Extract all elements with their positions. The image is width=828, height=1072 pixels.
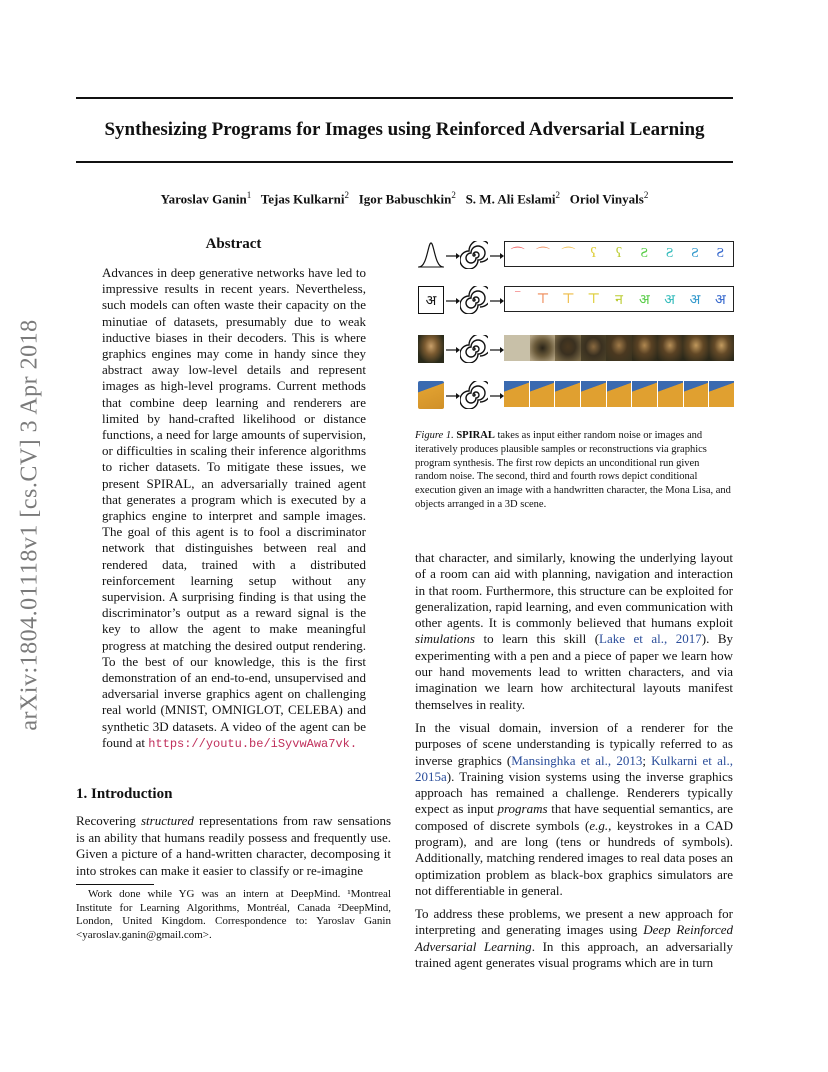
text-span: ; (642, 752, 652, 768)
scene-step (684, 381, 709, 407)
author-affiliation: 2 (451, 190, 456, 200)
text-span: , keystrokes in a CAD program), and are long (tens or hundreds of symbols). Additionally, matching rendered images to real data poses an optimization problem as black-box graphics simulators are not differentiable in general. (415, 817, 733, 898)
text-span: To address these problems, we present a new approach for interpreting and generating images using (415, 906, 733, 938)
stroke-sample: ⌒ (535, 248, 550, 263)
stroke-sample: Ƨ (691, 246, 699, 261)
paragraph (415, 906, 733, 971)
stroke-sample: अ (689, 292, 701, 308)
text-span: ). Training vision systems using the inverse graphics approach has remained a challenge. Renderers typically expect as input (415, 768, 733, 817)
painting-step (530, 335, 556, 361)
text-span: that character, and similarly, knowing the underlying layout of a room can aid with planning, navigation and interaction in that room. Furthermore, this structure can be exploited for generalization, rapid learning, and even communication with other agents. It is commonly believed that humans exploit (415, 550, 733, 631)
output-strip-3d-scene (504, 381, 734, 407)
right-column-text (415, 550, 733, 713)
figure-row-noise (418, 241, 734, 275)
scene-step (658, 381, 683, 407)
scene-image (418, 381, 444, 409)
noise-distribution-icon (418, 241, 444, 269)
emphasis: programs (497, 801, 548, 817)
figure-row-character (418, 286, 734, 320)
author-list (76, 190, 733, 207)
stroke-sample: ⌒ (510, 248, 525, 263)
arrow-icon (446, 253, 460, 259)
stroke-sample: ‾ (515, 291, 520, 306)
painting-step (504, 335, 530, 361)
stroke-sample: ʕ (590, 246, 597, 261)
painting-step (632, 335, 658, 361)
arxiv-stamp (10, 290, 50, 760)
output-strip-portrait (504, 335, 734, 361)
arxiv-id: arXiv:1804.01118v1 [cs.CV] 3 Apr 2018 (16, 319, 43, 731)
text-span: to learn this skill ( (474, 631, 600, 647)
portrait-image (418, 335, 444, 363)
arrow-icon (446, 347, 460, 353)
introduction-paragraph (76, 813, 391, 879)
scene-step (504, 381, 529, 407)
spiral-icon (460, 286, 488, 314)
footnote-rule (76, 884, 154, 885)
text-span: In the visual domain, inversion of a renderer for the purposes of scene understanding is typically referred to as inverse graphics ( (415, 720, 733, 768)
spiral-icon (460, 381, 488, 409)
right-column-text (415, 906, 733, 971)
emphasis: simulations (415, 631, 475, 647)
footnote: Work done while YG was an intern at DeepMind. ¹Montreal Institute for Learning Algorithms, Montréal, Canada ²DeepMind, London, United Kingdom. Correspondence to: Yaroslav Ganin <yaroslav.ganin@gmail.com>. (76, 888, 391, 941)
scene-step (632, 381, 657, 407)
author-affiliation: 2 (643, 190, 649, 200)
scene-step (581, 381, 606, 407)
stroke-sample: अ (664, 292, 675, 308)
scene-step (555, 381, 580, 407)
author-name: Yaroslav Ganin (160, 191, 247, 207)
handwritten-character-image: अ (418, 286, 444, 314)
abstract-body (102, 265, 366, 752)
stroke-sample: Ƨ (640, 246, 649, 261)
abstract-text: Advances in deep generative networks have led to impressive results in recent years. Nevertheless, such models can often waste their capacity on the minutiae of datasets, presumably due to weak inductive biases in their decoders. This is where graphics engines may come in handy since they abstract away low-level details and represent images as high-level programs. Current methods that combine deep learning and renderers are limited by hand-crafted likelihood or distance functions, a need for large amounts of supervision, or difficulties in scaling their inference algorithms to richer datasets. To mitigate these issues, we present SPIRAL, an adversarially trained agent that generates a program which is executed by a graphics engine to interpret and sample images. The goal of this agent is to fool a discriminator network that distinguishes between real and rendered data, trained with a distributed reinforcement learning setup without any supervision. A surprising finding is that using the discriminator’s output as a reward signal is the key to allow the agent to make meaningful progress at matching the desired output rendering. To the best of our knowledge, this is the first demonstration of an end-to-end, unsupervised and adversarial inverse graphics agent on challenging real world (MNIST, OMNIGLOT, CELEBA) and synthetic 3D datasets. A video of the agent can be found at (102, 265, 366, 750)
paper-title: Synthesizing Programs for Images using Reinforced Adversarial Learning (104, 119, 705, 140)
citation-link[interactable]: Mansinghka et al., 2013 (511, 752, 643, 768)
figure-caption-bold: SPIRAL (456, 430, 495, 441)
author-affiliation: 2 (344, 190, 349, 200)
author-name: Oriol Vinyals (569, 191, 644, 207)
painting-step (709, 335, 735, 361)
paragraph (415, 550, 733, 713)
stroke-sample: Ƨ (716, 246, 725, 261)
stroke-sample: ⊤ (536, 291, 550, 307)
figure-row-portrait (418, 335, 734, 369)
author-affiliation: 2 (555, 190, 561, 200)
intro-text: representations from raw sensations is an ability that humans readily possess and frequently use. Given a picture of a hand-written character, decomposing it into strokes can make it easier to classify or re-imagine (76, 813, 392, 878)
painting-step (657, 335, 683, 361)
scene-step (530, 381, 555, 407)
figure-caption-text: takes as input either random noise or images and iteratively produces plausible samples or reconstructions via graphics program synthesis. The first row depicts an unconditional run given random noise. The second, third and fourth rows depict conditional execution given an image with a handwritten character, the Mona Lisa, and objects arranged in a 3D scene. (415, 430, 731, 510)
output-strip-character (504, 286, 734, 312)
title-rule (76, 161, 733, 163)
section-heading-introduction: 1. Introduction (76, 786, 173, 802)
scene-step (607, 381, 632, 407)
text-span: . In this approach, an adversarially trained agent generates visual programs which are in turn (415, 938, 733, 970)
emphasis: e.g. (589, 817, 609, 833)
author-name: S. M. Ali Eslami (465, 191, 556, 207)
figure-label: Figure 1. (415, 430, 454, 441)
author-name: Igor Babuschkin (358, 191, 452, 207)
spiral-icon (460, 241, 488, 269)
figure-caption (415, 429, 733, 512)
abstract-heading: Abstract (205, 236, 262, 252)
stroke-sample: अ (638, 292, 650, 308)
painting-step (683, 335, 709, 361)
painting-step (555, 335, 581, 361)
text-span: that have sequential semantics, are composed of discrete symbols ( (415, 801, 733, 833)
top-rule (76, 97, 733, 99)
painting-step (606, 335, 632, 361)
author-affiliation: 1 (246, 190, 252, 200)
stroke-sample: Ƨ (665, 246, 674, 261)
paragraph (415, 720, 733, 899)
scene-step (709, 381, 734, 407)
stroke-sample: ⌒ (561, 248, 576, 263)
painting-step (581, 335, 607, 361)
arrow-icon (446, 298, 460, 304)
emphasis: Deep Reinforced Adversarial Learning (415, 922, 733, 954)
citation-link[interactable]: Lake et al., 2017 (599, 631, 702, 647)
stroke-sample: अ (714, 292, 726, 308)
right-column-text (415, 720, 733, 899)
spiral-icon (460, 335, 488, 363)
text-span: ). By experimenting with a pen and a piece of paper we learn how our hand movements lead to written characters, and via imagination we learn how architectural layouts manifest themselves in reality. (415, 631, 733, 712)
author-name: Tejas Kulkarni (260, 191, 345, 207)
arrow-icon (490, 393, 504, 399)
stroke-sample: ⊤ (561, 291, 575, 307)
stroke-sample: ʕ (615, 246, 623, 261)
stroke-sample: ⊤ (587, 291, 601, 307)
arrow-icon (446, 393, 460, 399)
citation-link[interactable]: Kulkarni et al., 2015a (415, 752, 733, 784)
arrow-icon (490, 347, 504, 353)
video-link[interactable]: https://youtu.be/iSyvwAwa7vk. (148, 736, 358, 751)
output-strip-samples (504, 241, 734, 267)
arrow-icon (490, 253, 504, 259)
intro-emphasis: structured (140, 813, 194, 828)
intro-text: Recovering (76, 813, 141, 828)
figure-row-3d-scene (418, 381, 734, 415)
stroke-sample: न (615, 292, 623, 308)
arrow-icon (490, 298, 504, 304)
